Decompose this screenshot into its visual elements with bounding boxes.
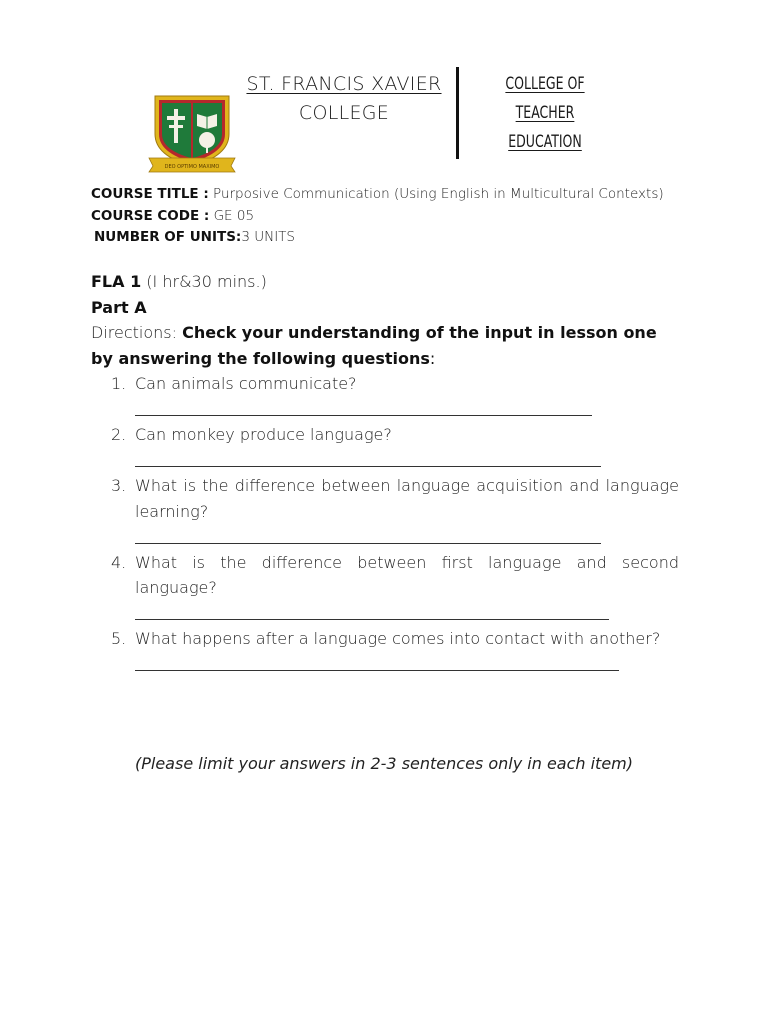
question-item [91,422,679,473]
question-text: Can animals communicate? [135,374,357,393]
college-name-line1: ST. FRANCIS XAVIER [246,73,442,95]
course-title-row [91,184,664,206]
question-number: 3. [111,476,127,495]
activity-name: FLA 1 [91,272,142,291]
activity-directions [91,320,679,371]
course-units-row [91,227,664,249]
course-info [91,184,664,249]
activity-part: Part A [91,297,147,317]
department-name-line1: COLLEGE OF TEACHER [505,74,585,123]
college-name-line2: COLLEGE [298,102,390,124]
question-item [91,473,679,550]
question-text: What happens after a language comes into contact with another? [135,629,661,648]
question-item [91,550,679,627]
directions-end: : [429,348,436,368]
college-logo [147,92,237,174]
course-units-value: 3 UNITS [241,229,295,245]
question-number: 5. [111,629,127,648]
activity-section [91,269,679,677]
course-units-label: NUMBER OF UNITS: [94,229,242,245]
question-item [91,371,679,422]
course-code-label: COURSE CODE : [91,207,210,224]
question-number: 4. [111,552,127,572]
answer-line[interactable] [135,524,679,550]
activity-title [91,269,679,295]
question-number: 2. [111,425,127,444]
answer-length-note: (Please limit your answers in 2-3 sentences only in each item) [135,754,633,773]
svg-text:DEO OPTIMO MAXIMO: DEO OPTIMO MAXIMO [164,164,220,170]
course-title-value: Purposive Communication (Using English in Multicultural Contexts) [208,186,664,202]
course-code-row [91,206,664,228]
question-item [91,626,679,677]
question-text: Can monkey produce language? [135,425,392,444]
course-code-value: GE 05 [209,207,255,224]
header-divider [456,67,459,159]
directions-label: Directions: [91,323,183,342]
answer-line[interactable] [135,448,679,474]
question-list [91,371,679,677]
answer-line[interactable] [135,397,679,423]
question-text: What is the difference between first language and second language? [135,552,679,597]
department-name [480,70,610,157]
activity-duration: (I hr&30 mins.) [141,272,267,291]
department-name-line2: EDUCATION [508,132,582,152]
course-title-label: COURSE TITLE : [91,186,209,202]
college-name [236,70,452,128]
answer-line[interactable] [135,652,679,678]
answer-line[interactable] [135,601,679,627]
question-number: 1. [111,374,127,393]
directions-text: Check your understanding of the input in lesson one by answering the following questions [91,323,657,368]
question-text: What is the difference between language acquisition and language learning? [135,476,679,521]
